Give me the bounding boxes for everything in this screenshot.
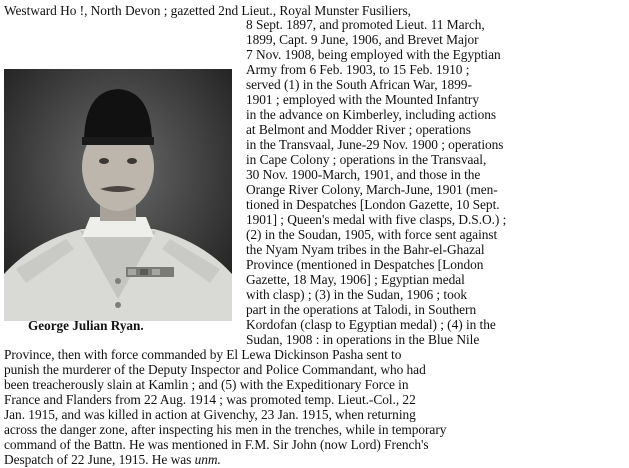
portrait-photo — [4, 69, 232, 321]
text-line: Orange River Colony, March-June, 1901 (men- — [246, 182, 498, 197]
text-line-italic: unm. — [194, 452, 221, 467]
text-line: command of the Battn. He was mentioned in F.M. Sir John (now Lord) French's — [4, 437, 429, 452]
text-line: served (1) in the South African War, 1899- — [246, 77, 472, 92]
text-line: in Cape Colony ; operations in the Transvaal, — [246, 152, 487, 167]
text-line: 1901 ; employed with the Mounted Infantry — [246, 92, 479, 107]
text-line: in the Transvaal, June-29 Nov. 1900 ; operations — [246, 137, 504, 152]
text-line: at Belmont and Modder River ; operations — [246, 122, 471, 137]
text-line: part in the operations at Talodi, in Southern — [246, 302, 477, 317]
text-line: with clasp) ; (3) in the Sudan, 1906 ; took — [246, 287, 467, 302]
text-line: 30 Nov. 1900-March, 1901, and those in the — [246, 167, 481, 182]
text-line: in the advance on Kimberley, including actions — [246, 107, 497, 122]
text-line: the Nyam Nyam tribes in the Bahr-el-Ghazal — [246, 242, 485, 257]
text-line-last — [4, 452, 221, 467]
text-line-prefix: Despatch of 22 June, 1915. He was — [4, 452, 195, 467]
text-line: Sudan, 1908 : in operations in the Blue Nile — [246, 332, 480, 347]
text-line: France and Flanders from 22 Aug. 1914 ; was promoted temp. Lieut.-Col., 22 — [4, 392, 416, 407]
text-line: Province (mentioned in Despatches [London — [246, 257, 484, 272]
photo-caption: George Julian Ryan. — [28, 318, 144, 333]
text-line: Kordofan (clasp to Egyptian medal) ; (4) in the — [246, 317, 496, 332]
text-line: across the danger zone, after inspecting his men in the trenches, while in temporary — [4, 422, 447, 437]
text-line: Army from 6 Feb. 1903, to 15 Feb. 1910 ; — [246, 62, 470, 77]
text-line: 8 Sept. 1897, and promoted Lieut. 11 March, — [246, 17, 485, 32]
text-line: tioned in Despatches [London Gazette, 10 Sept. — [246, 197, 500, 212]
text-line: 7 Nov. 1908, being employed with the Egyptian — [246, 47, 501, 62]
text-line: (2) in the Soudan, 1905, with force sent against — [246, 227, 498, 242]
text-line: 1901] ; Queen's medal with five clasps, D.S.O.) ; — [246, 212, 507, 227]
text-line: Westward Ho !, North Devon ; gazetted 2nd Lieut., Royal Munster Fusiliers, — [4, 3, 411, 18]
text-line: Jan. 1915, and was killed in action at Givenchy, 23 Jan. 1915, when returning — [4, 407, 416, 422]
text-line: 1899, Capt. 9 June, 1906, and Brevet Major — [246, 32, 479, 47]
text-line: Gazette, 18 May, 1906] ; Egyptian medal — [246, 272, 465, 287]
text-line: punish the murderer of the Deputy Inspector and Police Commandant, who had — [4, 362, 426, 377]
text-line: Province, then with force commanded by El Lewa Dickinson Pasha sent to — [4, 347, 402, 362]
text-line: been treacherously slain at Kamlin ; and (5) with the Expeditionary Force in — [4, 377, 409, 392]
